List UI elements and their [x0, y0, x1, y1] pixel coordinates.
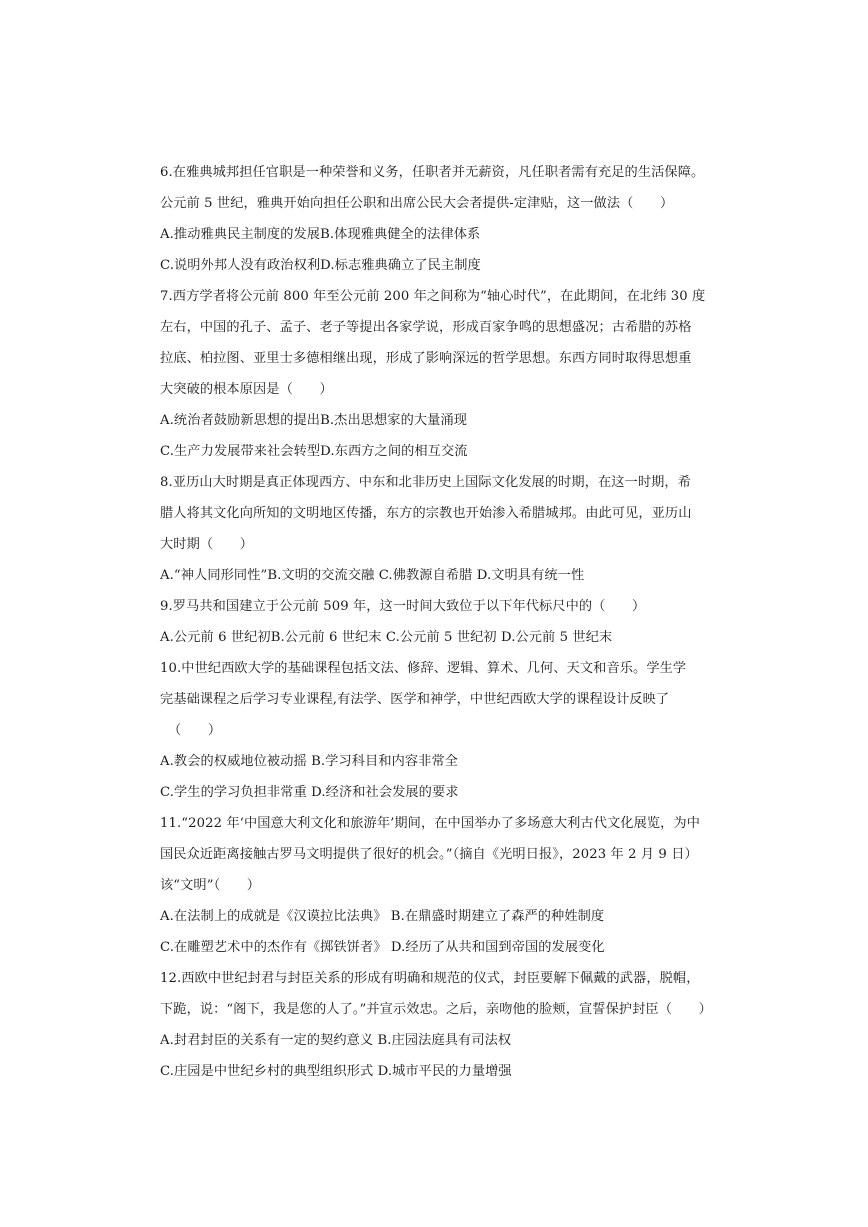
question-6-stem-line: 6.在雅典城邦担任官职是一种荣誉和义务，任职者并无薪资，凡任职者需有充足的生活保障。: [160, 165, 705, 180]
question-12: [160, 963, 720, 1087]
question-6-stem-line: 公元前 5 世纪，雅典开始向担任公职和出席公民大会者提供-定津贴，这一做法（ ）: [160, 196, 674, 211]
question-12-stem-line: 下跪，说：“阁下，我是您的人了。”并宣示效忠。之后，亲吻他的脸颊，宣誓保护封臣（ ）: [160, 1002, 712, 1017]
question-8-stem-line: 腊人将其文化向所知的文明地区传播，东方的宗教也开始渗入希腊城邦。由此可见，亚历山: [160, 506, 692, 521]
question-11-stem-line: 国民众近距离接触古罗马文明提供了很好的机会。”（摘自《光明日报》，2023 年 2 月 9 日）: [160, 847, 698, 862]
question-9-options-line: A.公元前 6 世纪初B.公元前 6 世纪末 C.公元前 5 世纪初 D.公元前 5 世纪末: [160, 630, 613, 645]
question-9: [160, 591, 720, 653]
question-12-stem-line: 12.西欧中世纪封君与封臣关系的形成有明确和规范的仪式，封臣要解下佩戴的武器，脱帽，: [160, 971, 700, 986]
question-11-stem-line: 该“文明”（ ）: [160, 878, 261, 893]
question-10: [160, 653, 720, 808]
question-7: [160, 281, 720, 467]
question-7-stem-line: 7.西方学者将公元前 800 年至公元前 200 年之间称为“轴心时代”，在此期间，在北纬 30 度: [160, 289, 706, 304]
question-7-stem-line: 大突破的根本原因是（ ）: [160, 382, 333, 397]
question-8-stem-line: 8.亚历山大时期是真正体现西方、中东和北非历史上国际文化发展的时期，在这一时期，希: [160, 475, 691, 490]
question-6-options-line: A.推动雅典民主制度的发展B.体现雅典健全的法律体系: [160, 227, 481, 242]
question-6-options-line: C.说明外邦人没有政治权利D.标志雅典确立了民主制度: [160, 258, 481, 273]
question-10-options-line: C.学生的学习负担非常重 D.经济和社会发展的要求: [160, 785, 459, 800]
question-10-stem-line: 10.中世纪西欧大学的基础课程包括文法、修辞、逻辑、算术、几何、天文和音乐。学生学: [160, 661, 687, 676]
question-12-options-line: C.庄园是中世纪乡村的典型组织形式 D.城市平民的力量增强: [160, 1064, 512, 1079]
question-11-options-line: A.在法制上的成就是《汉谟拉比法典》 B.在鼎盛时期建立了森严的种姓制度: [160, 909, 605, 924]
question-7-stem-line: 左右，中国的孔子、孟子、老子等提出各家学说，形成百家争鸣的思想盛况；古希腊的苏格: [160, 320, 692, 335]
question-10-stem-line: 完基础课程之后学习专业课程,有法学、医学和神学，中世纪西欧大学的课程设计反映了: [160, 692, 670, 707]
question-11: [160, 808, 720, 963]
question-list: [160, 157, 720, 1087]
question-11-options-line: C.在雕塑艺术中的杰作有《掷铁饼者》 D.经历了从共和国到帝国的发展变化: [160, 940, 605, 955]
question-9-stem-line: 9.罗马共和国建立于公元前 509 年，这一时间大致位于以下年代标尺中的（ ）: [160, 599, 646, 614]
question-10-stem-line: （ ）: [168, 723, 222, 738]
question-7-options-line: A.统治者鼓励新思想的提出B.杰出思想家的大量涌现: [160, 413, 468, 428]
question-11-stem-line: 11.“2022 年‘中国意大利文化和旅游年’期间，在中国举办了多场意大利古代文化展览，为中: [160, 816, 701, 831]
question-8: [160, 467, 720, 591]
question-6: [160, 157, 720, 281]
question-7-options-line: C.生产力发展带来社会转型D.东西方之间的相互交流: [160, 444, 468, 459]
question-8-stem-line: 大时期（ ）: [160, 537, 254, 552]
question-12-options-line: A.封君封臣的关系有一定的契约意义 B.庄园法庭具有司法权: [160, 1033, 512, 1048]
question-7-stem-line: 拉底、柏拉图、亚里士多德相继出现，形成了影响深远的哲学思想。东西方同时取得思想重: [160, 351, 692, 366]
question-10-options-line: A.教会的权威地位被动摇 B.学习科目和内容非常全: [160, 754, 459, 769]
question-8-options-line: A.“神人同形同性”B.文明的交流交融 C.佛教源自希腊 D.文明具有统一性: [160, 568, 585, 583]
